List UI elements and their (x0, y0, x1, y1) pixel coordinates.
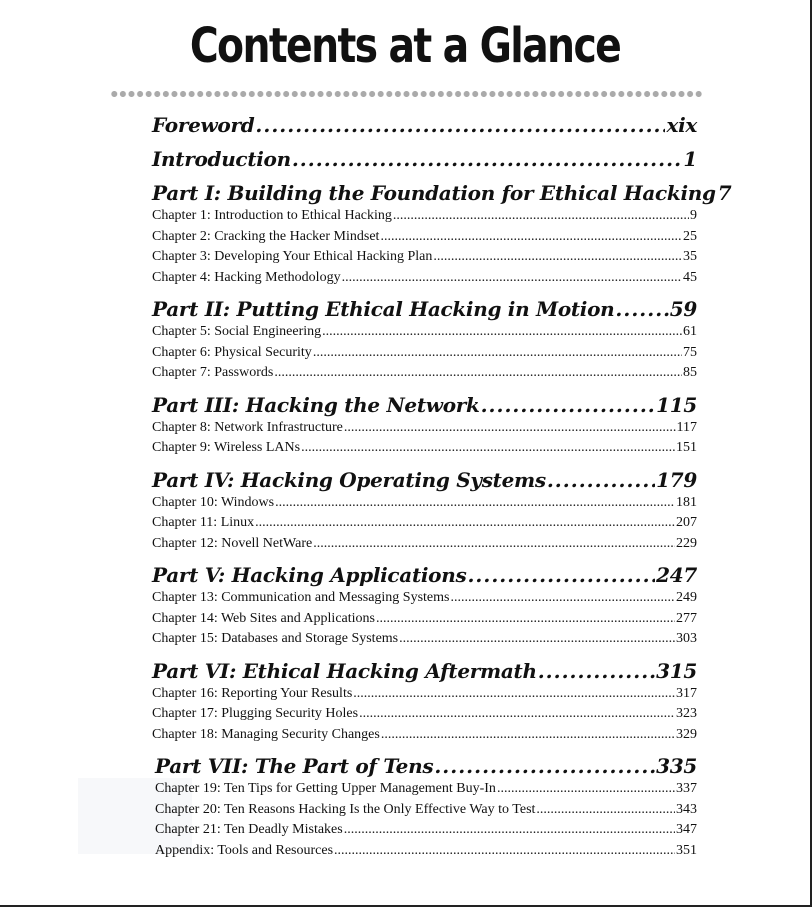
toc-page-number: 45 (683, 269, 697, 285)
toc-page-number: 7 (717, 181, 732, 205)
toc-label: Chapter 15: Databases and Storage Systems (152, 631, 399, 646)
toc-entry-chapter-9[interactable] (152, 438, 697, 459)
toc-page-number: xix (666, 113, 697, 137)
toc-label: Part VII: The Part of Tens (155, 754, 434, 778)
dot-leader (376, 609, 675, 630)
dot-leader (380, 227, 682, 248)
dot-leader (334, 841, 675, 862)
toc-entry-part-4[interactable] (152, 467, 697, 493)
toc-label: Chapter 14: Web Sites and Applications (152, 610, 375, 626)
toc-entry-part-6[interactable] (152, 658, 697, 684)
dot-leader (275, 493, 675, 514)
toc-label: Chapter 10: Windows (152, 494, 275, 510)
toc-label: Chapter 18: Managing Security Changes (152, 726, 380, 742)
toc-label: Chapter 3: Developing Your Ethical Hacking Plan (152, 249, 433, 264)
dot-leader (359, 704, 675, 725)
toc-entry-chapter-1[interactable] (152, 206, 697, 227)
toc-entry-introduction[interactable] (152, 146, 697, 172)
toc-label: Chapter 7: Passwords (152, 365, 274, 380)
toc-page-number: 1 (683, 147, 697, 171)
dot-leader (255, 513, 675, 534)
toc-entry-part-3[interactable] (152, 392, 697, 418)
toc-label: Chapter 2: Cracking the Hacker Mindset (152, 228, 380, 244)
toc-label: Chapter 1: Introduction to Ethical Hacking (152, 208, 392, 223)
toc-page-number: 323 (676, 706, 697, 721)
dot-leader (547, 467, 655, 493)
toc-page-number: 337 (676, 781, 697, 796)
dot-leader (381, 725, 675, 746)
toc-entry-chapter-15[interactable] (152, 629, 697, 650)
toc-page-number: 25 (683, 228, 697, 244)
toc-entry-part-1[interactable] (152, 180, 732, 206)
dot-leader (342, 268, 682, 289)
toc-page-number: 343 (676, 801, 697, 817)
dot-leader (313, 534, 675, 555)
toc-label: Chapter 19: Ten Tips for Getting Upper Management Buy-In (155, 781, 496, 796)
toc-label: Chapter 9: Wireless LANs (152, 440, 301, 455)
toc-page-number: 61 (683, 324, 697, 339)
toc-page-number: 277 (676, 610, 697, 626)
dot-leader (344, 418, 676, 439)
toc-page-number: 59 (669, 297, 697, 321)
toc-page-number: 351 (676, 842, 697, 858)
dot-leader (313, 343, 682, 364)
toc-label: Appendix: Tools and Resources (155, 842, 334, 858)
toc-entry-part-5[interactable] (152, 562, 697, 588)
toc-entry-chapter-10[interactable] (152, 493, 697, 514)
toc-entry-chapter-21[interactable] (155, 820, 697, 841)
toc-entry-chapter-5[interactable] (152, 322, 697, 343)
toc-label: Chapter 8: Network Infrastructure (152, 419, 343, 435)
toc-label: Part V: Hacking Applications (152, 563, 467, 587)
toc-label: Part I: Building the Foundation for Ethical Hacking (152, 181, 716, 205)
dot-leader (322, 322, 682, 343)
toc-entry-chapter-11[interactable] (152, 513, 697, 534)
toc-label: Chapter 12: Novell NetWare (152, 535, 313, 551)
toc-label: Chapter 4: Hacking Methodology (152, 269, 341, 285)
toc-label: Chapter 16: Reporting Your Results (152, 685, 353, 701)
dot-leader (536, 800, 675, 821)
toc-label: Foreword (152, 113, 255, 137)
toc-label: Chapter 11: Linux (152, 515, 255, 530)
toc-label: Part III: Hacking the Network (152, 392, 480, 417)
toc-label: Chapter 20: Ten Reasons Hacking Is the Only Effective Way to Test (155, 801, 536, 817)
toc-entry-chapter-20[interactable] (155, 800, 697, 821)
toc-page-number: 347 (676, 822, 697, 837)
toc-page-number: 179 (656, 467, 697, 492)
toc-page-number: 317 (676, 685, 697, 701)
dot-leader (467, 562, 655, 588)
toc-label: Part II: Putting Ethical Hacking in Motion (152, 297, 615, 321)
dot-leader (344, 820, 675, 841)
toc-page-number: 9 (690, 208, 697, 223)
dot-leader (450, 588, 675, 609)
toc-page-number: 335 (656, 754, 697, 778)
toc-entry-appendix[interactable] (155, 841, 697, 862)
dot-leader (433, 247, 682, 268)
toc-page-number: 249 (676, 590, 697, 605)
table-of-contents (152, 110, 732, 861)
dot-leader (434, 753, 655, 779)
dot-leader (301, 438, 675, 459)
toc-label: Introduction (152, 147, 291, 171)
toc-label: Chapter 17: Plugging Security Holes (152, 706, 359, 721)
dot-leader (393, 206, 689, 227)
toc-entry-chapter-19[interactable] (155, 779, 697, 800)
toc-entry-chapter-8[interactable] (152, 418, 697, 439)
dotted-divider (110, 90, 702, 98)
toc-entry-chapter-18[interactable] (152, 725, 697, 746)
toc-label: Chapter 5: Social Engineering (152, 324, 322, 339)
toc-page-number: 303 (676, 631, 697, 646)
toc-entry-chapter-3[interactable] (152, 247, 697, 268)
dot-leader (615, 296, 668, 322)
page-title: Contents at a Glance (189, 18, 621, 74)
dot-leader (255, 112, 665, 138)
dot-leader (399, 629, 675, 650)
toc-page-number: 181 (676, 494, 697, 510)
toc-entry-chapter-12[interactable] (152, 534, 697, 555)
dot-leader (497, 779, 675, 800)
toc-label: Chapter 21: Ten Deadly Mistakes (155, 822, 343, 837)
toc-page-number: 35 (683, 249, 697, 264)
toc-page-number: 151 (676, 440, 697, 455)
toc-label: Chapter 6: Physical Security (152, 344, 312, 360)
toc-page-number: 229 (676, 535, 697, 551)
toc-page-number: 117 (676, 419, 697, 435)
toc-entry-chapter-7[interactable] (152, 363, 697, 384)
toc-entry-foreword[interactable] (152, 112, 697, 138)
toc-page-number: 315 (656, 658, 697, 683)
toc-label: Part IV: Hacking Operating Systems (152, 467, 546, 492)
toc-entry-chapter-4[interactable] (152, 268, 697, 289)
toc-page-number: 247 (656, 563, 697, 587)
dot-leader (274, 363, 682, 384)
toc-entry-part-2[interactable] (152, 296, 697, 322)
dot-leader (481, 392, 656, 418)
toc-entry-chapter-16[interactable] (152, 684, 697, 705)
toc-entry-part-7[interactable] (155, 753, 697, 779)
toc-entry-chapter-2[interactable] (152, 227, 697, 248)
toc-page-number: 329 (676, 726, 697, 742)
toc-page-number: 75 (683, 344, 697, 360)
toc-page-number: 85 (683, 365, 697, 380)
toc-page-number: 115 (656, 392, 697, 417)
toc-entry-chapter-17[interactable] (152, 704, 697, 725)
dot-leader (292, 146, 683, 172)
toc-entry-chapter-14[interactable] (152, 609, 697, 630)
toc-entry-chapter-13[interactable] (152, 588, 697, 609)
toc-page-number: 207 (676, 515, 697, 530)
toc-label: Part VI: Ethical Hacking Aftermath (152, 658, 537, 683)
toc-label: Chapter 13: Communication and Messaging Systems (152, 590, 450, 605)
toc-entry-chapter-6[interactable] (152, 343, 697, 364)
dot-leader (538, 658, 655, 684)
dot-leader (353, 684, 675, 705)
